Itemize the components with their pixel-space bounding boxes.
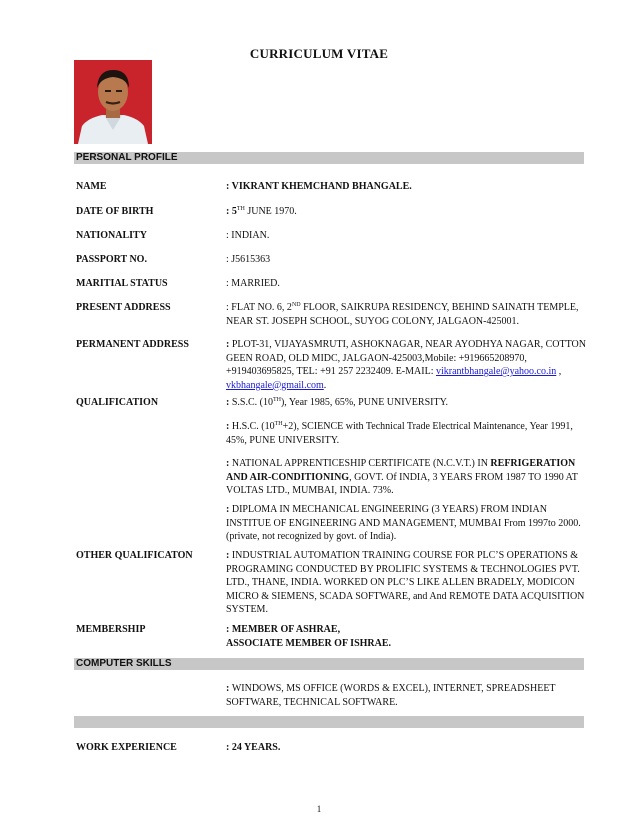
permanent-address-value: : PLOT-31, VIJAYASMRUTI, ASHOKNAGAR, NEAR AYODHYA NAGAR, COTTON GEEN ROAD, OLD MIDC, JALGAON-425003,Mobile: +919665208970, +919403695825, TEL: +91 257 2232409. E-MAIL: vikrantbhangale@yahoo.co.in , vkbhangale@gmail.com. [226,339,586,391]
permanent-address-label: PERMANENT ADDRESS [76,339,189,350]
nationality-value: : INDIAN. [226,230,270,241]
other-qualification-label: OTHER QUALIFICATON [76,550,193,561]
qualification-hsc: : H.S.C. (10TH+2), SCIENCE with Technical Trade Electrical Maintenance, Year 1991, 45%, PUNE UNIVERSITY. [226,421,573,446]
work-experience-value: : 24 YEARS. [226,742,281,753]
dob-label: DATE OF BIRTH [76,206,154,217]
membership-label: MEMBERSHIP [76,624,146,635]
marital-label: MARITIAL STATUS [76,278,168,289]
computer-skills-header [74,658,584,670]
membership-value: : MEMBER OF ASHRAE, ASSOCIATE MEMBER OF ISHRAE. [226,624,392,649]
qualification-ncvt: : NATIONAL APPRENTICESHIP CERTIFICATE (N.C.V.T.) IN REFRIGERATION AND AIR-CONDITIONING, GOVT. Of INDIA, 3 YEARS FROM 1987 TO 1990 AT VOLTAS LTD., MUMBAI, INDIA. 73%. [226,458,578,496]
page-number: 1 [316,804,322,814]
person-portrait-icon [74,60,152,144]
name-label: NAME [76,181,107,192]
personal-profile-header [74,152,584,164]
section-divider-bar [74,716,584,728]
work-experience-label: WORK EXPERIENCE [76,742,177,753]
name-value: : VIKRANT KHEMCHAND BHANGALE. [226,181,412,192]
qualification-diploma: : DIPLOMA IN MECHANICAL ENGINEERING (3 YEARS) FROM INDIAN INSTITUE OF ENGINEERING AND MANAGEMENT, MUMBAI From 1997to 2000. (private, not recognized by govt. of India). [226,504,581,542]
passport-label: PASSPORT NO. [76,254,147,265]
present-address-label: PRESENT ADDRESS [76,302,171,313]
profile-photo [74,60,152,144]
qualification-ssc: : S.S.C. (10TH), Year 1985, 65%, PUNE UNIVERSITY. [226,397,449,408]
section-title: COMPUTER SKILLS [76,658,172,669]
qualification-label: QUALIFICATION [76,397,159,408]
passport-value: : J5615363 [226,254,271,265]
marital-value: : MARRIED. [226,278,280,289]
nationality-label: NATIONALITY [76,230,147,241]
email-link-yahoo[interactable]: vikrantbhangale@yahoo.co.in [435,366,557,377]
computer-skills-value: : WINDOWS, MS OFFICE (WORDS & EXCEL), INTERNET, SPREADSHEET SOFTWARE, TECHNICAL SOFTWARE. [226,683,556,708]
present-address-value: : FLAT NO. 6, 2ND FLOOR, SAIKRUPA RESIDENCY, BEHIND SAINATH TEMPLE, NEAR ST. JOSEPH SCHOOL, SUYOG COLONY, JALGAON-425001. [226,302,579,327]
email-link-gmail[interactable]: vkbhangale@gmail.com [226,379,324,391]
section-title: PERSONAL PROFILE [76,152,178,163]
other-qualification-value: : INDUSTRIAL AUTOMATION TRAINING COURSE FOR PLC’S OPERATIONS & PROGRAMING CONDUCTED BY PROLIFIC SYSTEMS & TECHNOLOGIES PVT. LTD., THANE, INDIA. WORKED ON PLC’S LIKE ALLEN BRADELY, MODICON MICRO & SIEMENS, SCADA SOFTWARE, and And REMOTE DATA ACQUISITION SYSTEM. [226,550,585,615]
document-title: CURRICULUM VITAE [249,46,389,61]
dob-value: : 5TH JUNE 1970. [226,206,297,217]
